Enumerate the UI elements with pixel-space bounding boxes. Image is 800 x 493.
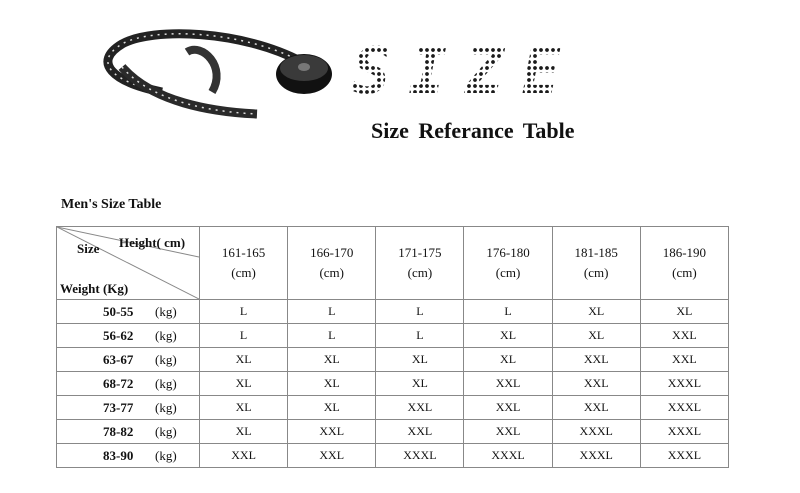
size-cell: XXXL	[376, 444, 464, 468]
column-header	[200, 227, 288, 300]
size-cell: XXXL	[640, 420, 728, 444]
weight-range: 83-90	[103, 448, 134, 463]
column-height-range: 186-190	[662, 245, 707, 260]
weight-range: 50-55	[103, 304, 134, 319]
size-cell: L	[288, 324, 376, 348]
size-cell: XXL	[376, 420, 464, 444]
size-cell: L	[200, 324, 288, 348]
size-cell: L	[288, 300, 376, 324]
weight-cell	[57, 300, 200, 324]
table-row	[57, 300, 729, 324]
size-cell: XXL	[288, 420, 376, 444]
weight-cell	[57, 324, 200, 348]
column-height-range: 161-165	[221, 245, 266, 260]
size-table	[56, 226, 729, 468]
weight-range: 73-77	[103, 400, 134, 415]
size-cell: XXL	[288, 444, 376, 468]
size-cell: XL	[288, 396, 376, 420]
column-unit: (cm)	[407, 265, 433, 280]
size-logo: SIZE	[352, 35, 579, 109]
size-cell: L	[200, 300, 288, 324]
size-cell: XL	[200, 396, 288, 420]
column-header	[552, 227, 640, 300]
size-cell: XL	[200, 348, 288, 372]
weight-unit: (kg)	[155, 304, 177, 319]
size-cell: XL	[552, 300, 640, 324]
size-cell: XXXL	[640, 444, 728, 468]
column-unit: (cm)	[319, 265, 344, 280]
column-height-range: 166-170	[310, 245, 354, 260]
size-cell: XXL	[464, 396, 552, 420]
weight-unit: (kg)	[155, 400, 177, 415]
column-header	[640, 227, 728, 300]
size-cell: XXL	[640, 324, 728, 348]
weight-cell	[57, 444, 200, 468]
size-cell: XXXL	[640, 396, 728, 420]
table-row	[57, 372, 729, 396]
table-header-row	[57, 227, 729, 300]
size-cell: XL	[640, 300, 728, 324]
size-cell: XXXL	[640, 372, 728, 396]
size-cell: L	[376, 300, 464, 324]
table-row	[57, 324, 729, 348]
weight-unit: (kg)	[155, 376, 177, 391]
size-cell: L	[464, 300, 552, 324]
size-cell: XL	[288, 348, 376, 372]
column-height-range: 171-175	[398, 245, 442, 260]
size-cell: XXL	[464, 420, 552, 444]
weight-unit: (kg)	[155, 448, 177, 463]
column-height-range: 176-180	[486, 245, 530, 260]
column-unit: (cm)	[231, 265, 256, 280]
weight-range: 63-67	[103, 352, 134, 367]
size-cell: L	[376, 324, 464, 348]
size-cell: XL	[464, 348, 552, 372]
column-height-range: 181-185	[574, 245, 618, 260]
column-header	[464, 227, 552, 300]
weight-cell	[57, 420, 200, 444]
size-cell: XL	[376, 372, 464, 396]
size-cell: XXL	[552, 348, 640, 372]
column-unit: (cm)	[495, 265, 521, 280]
column-unit: (cm)	[583, 265, 609, 280]
size-cell: XXL	[200, 444, 288, 468]
weight-unit: (kg)	[155, 424, 177, 439]
weight-cell	[57, 372, 200, 396]
column-unit: (cm)	[672, 265, 697, 280]
size-cell: XXL	[464, 372, 552, 396]
size-cell: XXXL	[552, 420, 640, 444]
size-cell: XXXL	[552, 444, 640, 468]
column-header	[376, 227, 464, 300]
corner-size-label: Size	[77, 241, 100, 256]
table-row	[57, 444, 729, 468]
weight-cell	[57, 396, 200, 420]
size-cell: XL	[464, 324, 552, 348]
size-cell: XL	[288, 372, 376, 396]
size-cell: XXL	[640, 348, 728, 372]
table-title: Men's Size Table	[61, 197, 162, 212]
size-cell: XXL	[552, 372, 640, 396]
table-row	[57, 396, 729, 420]
weight-unit: (kg)	[155, 352, 177, 367]
measuring-tape-image	[92, 22, 352, 122]
size-cell: XL	[552, 324, 640, 348]
table-corner-cell	[57, 227, 200, 300]
corner-weight-label: Weight (Kg)	[60, 281, 129, 296]
size-cell: XL	[200, 420, 288, 444]
size-cell: XXXL	[464, 444, 552, 468]
size-cell: XL	[200, 372, 288, 396]
column-header	[288, 227, 376, 300]
page-title: Size Referance Table	[371, 118, 575, 143]
size-cell: XL	[376, 348, 464, 372]
weight-range: 56-62	[103, 328, 134, 343]
size-cell: XXL	[376, 396, 464, 420]
weight-cell	[57, 348, 200, 372]
weight-unit: (kg)	[155, 328, 177, 343]
size-cell: XXL	[552, 396, 640, 420]
weight-range: 78-82	[103, 424, 134, 439]
table-row	[57, 348, 729, 372]
corner-height-label: Height( cm)	[119, 235, 186, 250]
table-row	[57, 420, 729, 444]
weight-range: 68-72	[103, 376, 134, 391]
